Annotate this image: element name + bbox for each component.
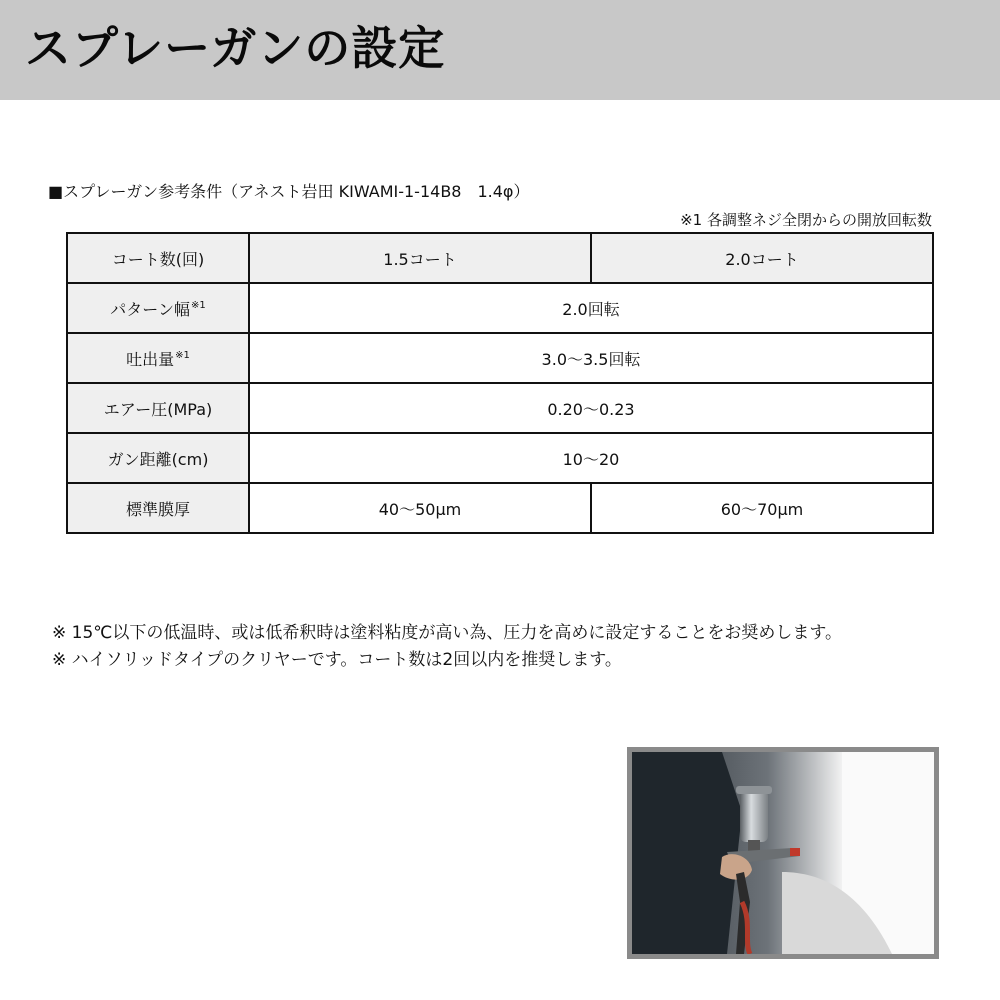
table-row xyxy=(67,383,933,433)
header-bar xyxy=(0,0,1000,100)
cell-pattern-width: 2.0回転 xyxy=(249,283,933,333)
cell-gun-distance: 10～20 xyxy=(249,433,933,483)
note-high-solid: ※ ハイソリッドタイプのクリヤーです。コート数は2回以内を推奨します。 xyxy=(52,650,622,670)
footnote-mark: ※1 xyxy=(175,349,190,361)
row-label-discharge xyxy=(67,333,249,383)
table-row xyxy=(67,233,933,283)
cell-film-1-5: 40～50μm xyxy=(249,483,591,533)
table-row xyxy=(67,283,933,333)
footnote-mark: ※1 xyxy=(190,299,206,311)
discharge-text: 吐出量 xyxy=(126,349,175,369)
cell-discharge: 3.0～3.5回転 xyxy=(249,333,933,383)
cell-air-pressure: 0.20～0.23 xyxy=(249,383,933,433)
cell-film-2-0: 60～70μm xyxy=(591,483,933,533)
notes xyxy=(52,620,982,674)
table-row xyxy=(67,433,933,483)
row-label-air-pressure: エアー圧(MPa) xyxy=(67,383,249,433)
row-label-pattern-width xyxy=(67,283,249,333)
note-low-temperature: ※ 15℃以下の低温時、或は低希釈時は塗料粘度が高い為、圧力を高めに設定することをお奨めします。 xyxy=(52,623,843,643)
row-label-gun-distance: ガン距離(cm) xyxy=(67,433,249,483)
spray-settings-table xyxy=(66,232,934,534)
rotation-footnote: ※1 各調整ネジ全閉からの開放回転数 xyxy=(680,211,932,229)
table-row xyxy=(67,483,933,533)
row-label-coats: コート数(回) xyxy=(67,233,249,283)
page-title: スプレーガンの設定 xyxy=(25,21,446,75)
spray-gun-illustration xyxy=(632,752,934,954)
row-label-film-thickness: 標準膜厚 xyxy=(67,483,249,533)
cell-coats-2-0: 2.0コート xyxy=(591,233,933,283)
conditions-title: ■スプレーガン参考条件（アネスト岩田 KIWAMI-1-14B8 1.4φ） xyxy=(48,182,530,201)
spray-gun-photo xyxy=(627,747,939,959)
table-row xyxy=(67,333,933,383)
cell-coats-1-5: 1.5コート xyxy=(249,233,591,283)
pattern-width-text: パターン幅 xyxy=(110,299,190,319)
